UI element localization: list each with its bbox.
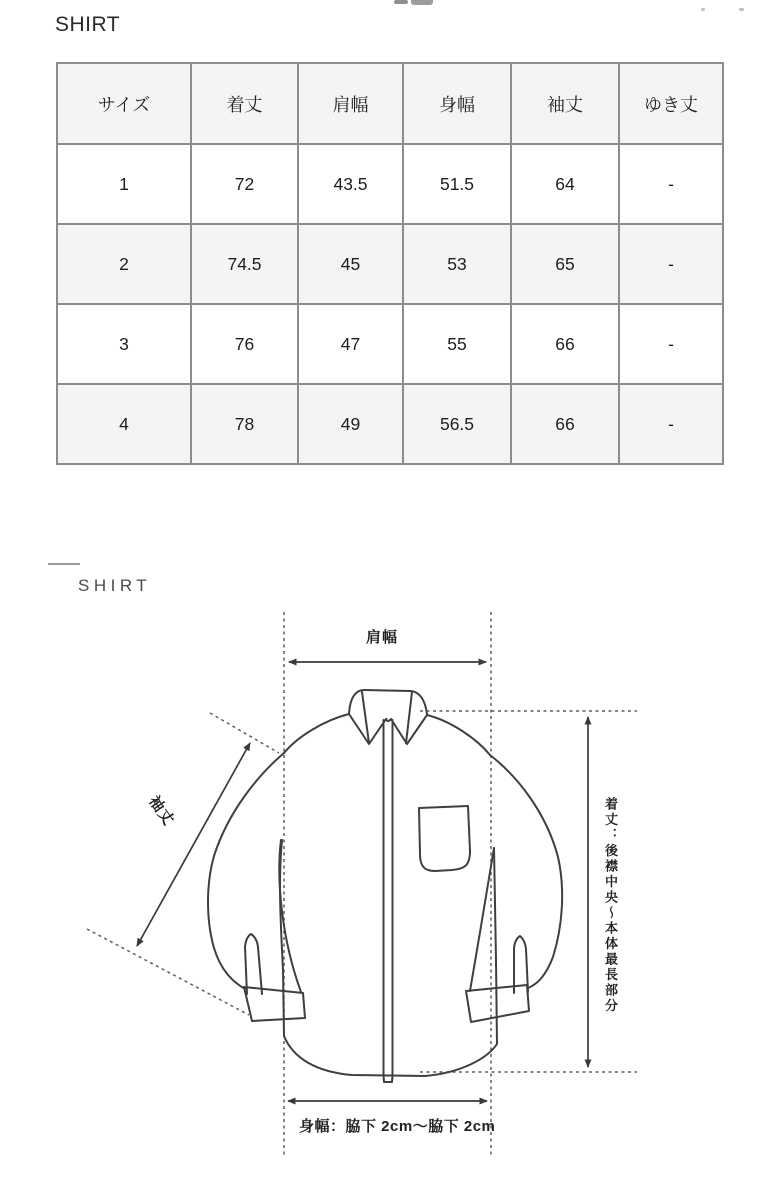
cell: 3 [57,304,191,384]
shirt-left-cuff-placket [245,934,262,994]
top-right-dot [701,8,705,11]
shirt-body [280,714,497,1076]
cell: 76 [191,304,298,384]
header-body-width: 身幅 [403,63,511,144]
cell: 1 [57,144,191,224]
header-sleeve: 袖丈 [511,63,619,144]
header-shoulder: 肩幅 [298,63,403,144]
cell: 47 [298,304,403,384]
shirt-placket [384,720,393,1082]
cell: 51.5 [403,144,511,224]
cell: 66 [511,384,619,464]
cell: 4 [57,384,191,464]
table-row [57,384,723,464]
shirt-measurement-diagram [0,560,777,1200]
top-clipped-element-2 [411,0,433,5]
size-table [56,62,724,465]
cell: 78 [191,384,298,464]
cell: - [619,384,723,464]
cell: - [619,304,723,384]
cell: 45 [298,224,403,304]
cell: 66 [511,304,619,384]
body-width-label: 身幅：脇下 2cm～脇下 2cm [299,1118,496,1135]
cell: 64 [511,144,619,224]
size-chart-title: SHIRT [55,13,121,36]
cell: 49 [298,384,403,464]
cell: 56.5 [403,384,511,464]
cell: - [619,224,723,304]
shirt-pocket [419,806,470,871]
cell: 65 [511,224,619,304]
header-yuki: ゆき丈 [619,63,723,144]
sleeve-length-arrow [137,743,250,946]
shoulder-width-label: 肩幅 [366,629,399,646]
sleeve-length-label: 袖丈 [145,793,178,830]
table-row [57,144,723,224]
table-row [57,224,723,304]
cell: - [619,144,723,224]
cell: 55 [403,304,511,384]
shirt-collar [349,690,427,744]
top-clipped-element [394,0,408,4]
table-row [57,304,723,384]
header-length: 着丈 [191,63,298,144]
cell: 53 [403,224,511,304]
shirt-left-cuff [244,987,305,1021]
cell: 2 [57,224,191,304]
cell: 43.5 [298,144,403,224]
diagram-title: SHIRT [78,576,152,595]
body-length-label: 着丈：後襟中央～本体最長部分 [603,797,618,1014]
cell: 72 [191,144,298,224]
header-size: サイズ [57,63,191,144]
table-header-row [57,63,723,144]
cell: 74.5 [191,224,298,304]
shirt-right-sleeve [466,755,562,1022]
top-right-dot-2 [739,8,744,11]
